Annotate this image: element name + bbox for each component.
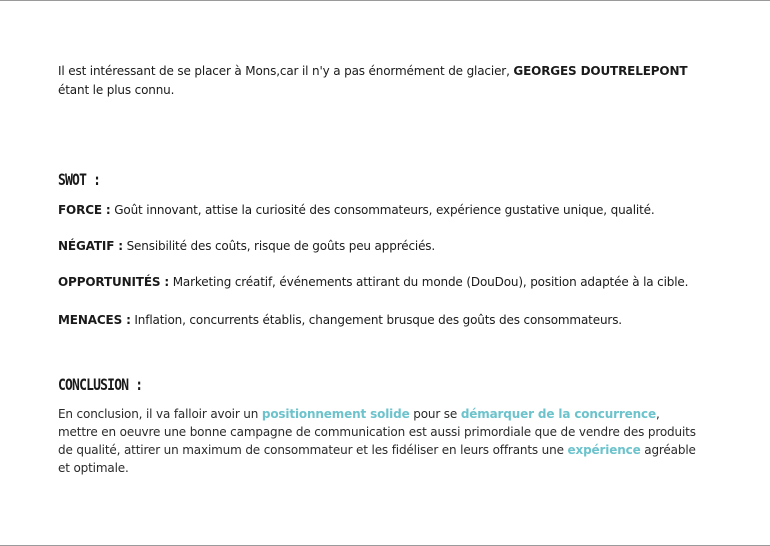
- swot-opportunites-label: OPPORTUNITÉS :: [58, 275, 170, 289]
- swot-menaces-text: Inflation, concurrents établis, changement brusque des goûts des consommateurs.: [130, 313, 622, 327]
- intro-brand-name: GEORGES DOUTRELEPONT: [513, 64, 688, 78]
- conclusion-paragraph: [58, 405, 698, 477]
- intro-paragraph: [58, 62, 698, 100]
- highlight-positionnement: positionnement solide: [261, 407, 410, 421]
- swot-negatif-label: NÉGATIF :: [58, 239, 123, 253]
- swot-menaces: [58, 312, 738, 328]
- swot-force: [58, 202, 738, 218]
- swot-heading: SWOT :: [58, 171, 101, 190]
- swot-force-text: Goût innovant, attise la curiosité des consommateurs, expérience gustative unique, qualité.: [110, 203, 655, 217]
- conclusion-text-4: agréable et optimale.: [58, 443, 696, 475]
- swot-negatif: [58, 238, 738, 254]
- intro-text: Il est intéressant de se placer à Mons,car il n'y a pas énormément de glacier,: [58, 64, 514, 78]
- conclusion-text-3: , mettre en oeuvre une bonne campagne de communication est aussi primordiale que de vendre des produits de qualité, attirer un maximum de consommateur et les fidéliser en leurs offrants une: [58, 407, 696, 457]
- highlight-demarquer: démarquer de la concurrence: [460, 407, 656, 421]
- highlight-experience: expérience: [567, 443, 641, 457]
- swot-opportunites: [58, 274, 738, 290]
- conclusion-text-1: En conclusion, il va falloir avoir un: [58, 407, 262, 421]
- swot-force-label: FORCE :: [58, 203, 111, 217]
- conclusion-text-2: pour se: [409, 407, 461, 421]
- intro-text-end: étant le plus connu.: [58, 83, 175, 97]
- swot-opportunites-text: Marketing créatif, événements attirant du monde (DouDou), position adaptée à la cible.: [169, 275, 689, 289]
- conclusion-heading: CONCLUSION :: [58, 376, 143, 395]
- swot-negatif-text: Sensibilité des coûts, risque de goûts peu appréciés.: [122, 239, 436, 253]
- swot-menaces-label: MENACES :: [58, 313, 131, 327]
